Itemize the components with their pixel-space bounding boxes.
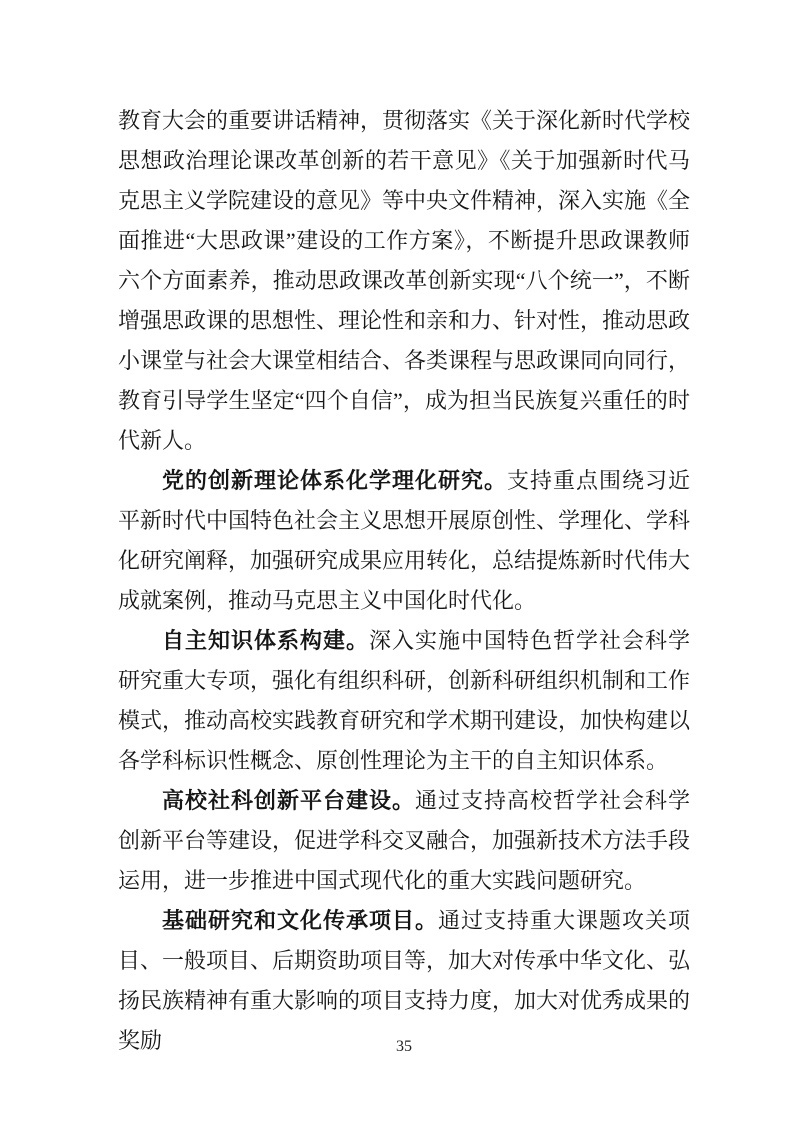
paragraph-lead: 基础研究和文化传承项目。 (162, 908, 438, 933)
page-number: 35 (396, 1038, 412, 1055)
paragraph: 基础研究和文化传承项目。通过支持重大课题攻关项目、一般项目、后期资助项目等，加大对传承中华文化、弘扬民族精神有重大影响的项目支持力度，加大对优秀成果的奖励 (118, 908, 691, 1053)
paragraph: 自主知识体系构建。深入实施中国特色哲学社会科学研究重大专项，强化有组织科研，创新科研组织机制和工作模式，推动高校实践教育研究和学术期刊建设，加快构建以各学科标识性概念、原创性理论为主干的自主知识体系。 (118, 628, 691, 773)
paragraph-lead: 高校社科创新平台建设。 (162, 788, 415, 813)
paragraph: 党的创新理论体系化学理化研究。支持重点围绕习近平新时代中国特色社会主义思想开展原创性、学理化、学科化研究阐释，加强研究成果应用转化，总结提炼新时代伟大成就案例，推动马克思主义中国化时代化。 (118, 468, 691, 613)
paragraph: 高校社科创新平台建设。通过支持高校哲学社会科学创新平台等建设，促进学科交叉融合，加强新技术方法手段运用，进一步推进中国式现代化的重大实践问题研究。 (118, 788, 691, 893)
document-body (118, 101, 690, 1061)
paragraph: 教育大会的重要讲话精神，贯彻落实《关于深化新时代学校思想政治理论课改革创新的若干意见》《关于加强新时代马克思主义学院建设的意见》等中央文件精神，深入实施《全面推进“大思政课”建设的工作方案》，不断提升思政课教师六个方面素养，推动思政课改革创新实现“八个统一”，不断增强思政课的思想性、理论性和亲和力、针对性，推动思政小课堂与社会大课堂相结合、各类课程与思政课同向同行，教育引导学生坚定“四个自信”，成为担当民族复兴重任的时代新人。 (118, 108, 691, 453)
paragraph-lead: 党的创新理论体系化学理化研究。 (162, 468, 507, 493)
paragraph-lead: 自主知识体系构建。 (162, 628, 369, 653)
